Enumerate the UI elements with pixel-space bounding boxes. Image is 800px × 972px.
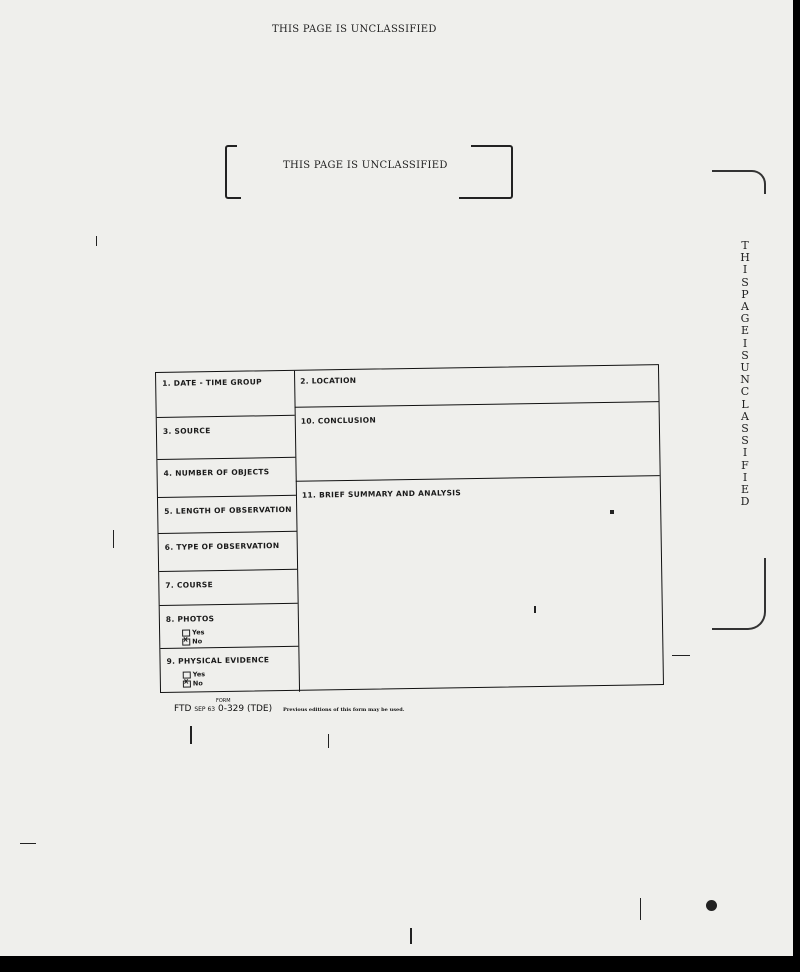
number-of-objects-field: 4. NUMBER OF OBJECTS xyxy=(163,467,270,478)
photos-yes-label: Yes xyxy=(192,628,205,637)
source-field: 3. SOURCE xyxy=(162,426,211,436)
checked-box-icon xyxy=(182,638,190,645)
location-field: 2. LOCATION xyxy=(300,375,357,386)
vertical-classification-banner xyxy=(740,240,750,508)
classification-stamp-box xyxy=(225,145,513,199)
course-field: 7. COURSE xyxy=(165,580,214,590)
photos-no-option xyxy=(182,637,202,645)
checked-box-icon xyxy=(183,680,191,687)
evidence-no-option xyxy=(183,679,203,687)
scan-speck xyxy=(96,236,97,246)
evidence-no-label: No xyxy=(192,679,203,688)
form-date: SEP 63 xyxy=(194,706,216,713)
vertical-banner-text: THIS PAGE IS UNCLASSIFIED xyxy=(740,239,750,509)
photos-no-label: No xyxy=(192,637,203,646)
scan-speck xyxy=(706,900,717,911)
scan-speck xyxy=(610,510,614,514)
conclusion-field: 10. CONCLUSION xyxy=(300,415,377,426)
form-label: FORM xyxy=(216,698,231,704)
scan-speck xyxy=(328,734,329,748)
evidence-yes-label: Yes xyxy=(192,670,206,679)
scan-speck xyxy=(20,843,36,844)
date-time-group-field: 1. DATE - TIME GROUP xyxy=(162,377,262,388)
scan-speck xyxy=(190,726,192,744)
type-of-observation-field: 6. TYPE OF OBSERVATION xyxy=(164,541,280,552)
project-record-card xyxy=(155,364,664,693)
scan-speck xyxy=(640,898,641,920)
boxed-classification-banner: THIS PAGE IS UNCLASSIFIED xyxy=(283,160,448,171)
scan-speck xyxy=(410,928,412,944)
form-id: FTD xyxy=(174,704,192,714)
scan-speck xyxy=(672,655,690,656)
form-number: 0-329 (TDE) xyxy=(217,704,273,714)
form-note: Previous editions of this form may be used. xyxy=(283,707,405,713)
physical-evidence-field: 9. PHYSICAL EVIDENCE xyxy=(166,655,270,666)
photos-field: 8. PHOTOS xyxy=(165,614,215,624)
top-classification-banner: THIS PAGE IS UNCLASSIFIED xyxy=(272,24,437,35)
side-stamp-bracket xyxy=(712,170,766,630)
form-footer xyxy=(174,698,405,714)
scan-speck xyxy=(113,530,114,548)
brief-summary-field: 11. BRIEF SUMMARY AND ANALYSIS xyxy=(301,488,462,500)
scan-speck xyxy=(534,606,536,613)
length-of-observation-field: 5. LENGTH OF OBSERVATION xyxy=(164,504,292,516)
